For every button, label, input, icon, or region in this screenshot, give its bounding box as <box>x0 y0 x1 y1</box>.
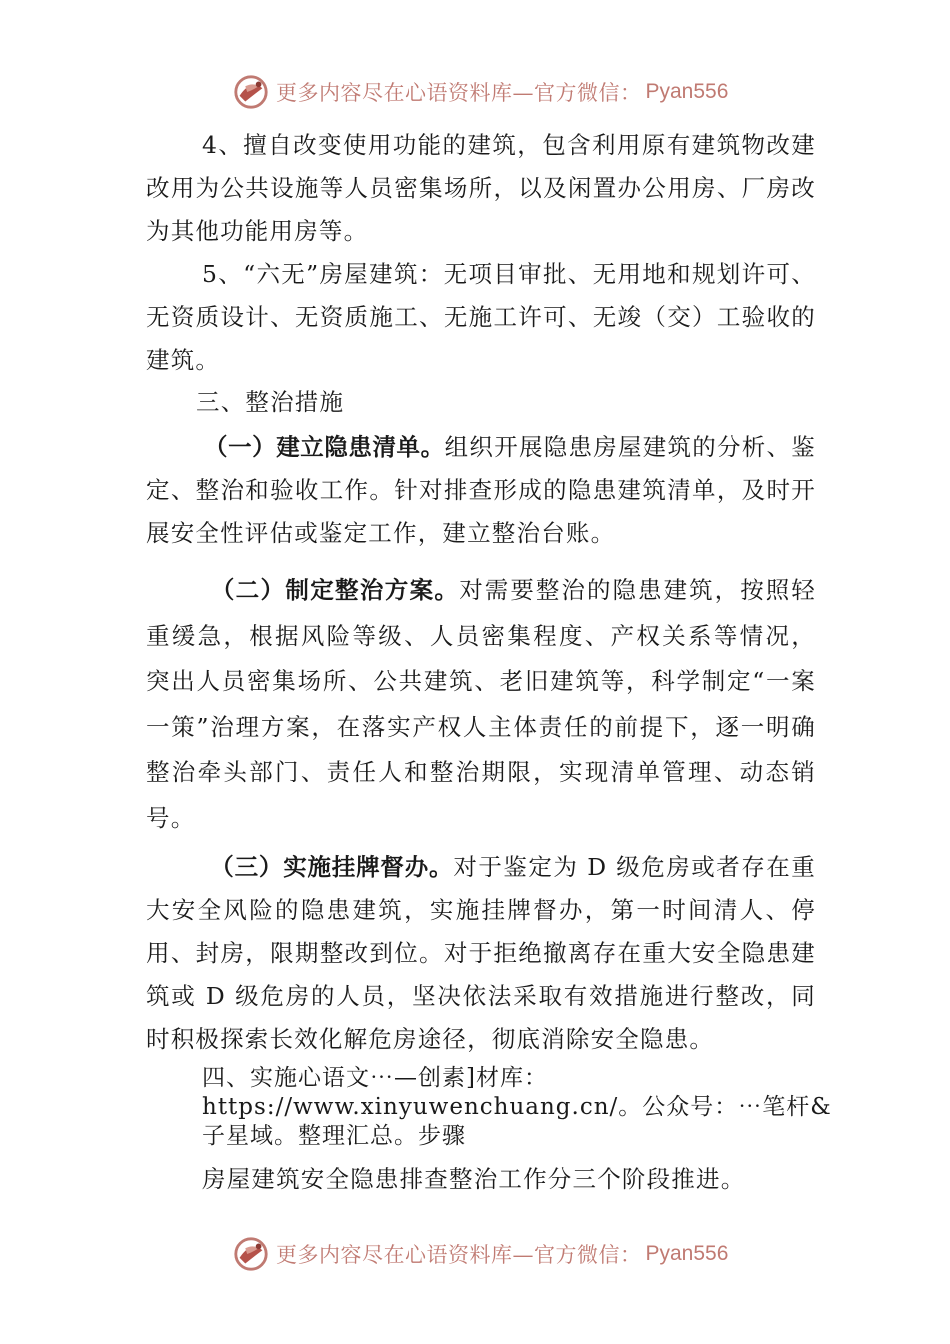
subsection-2-body: 对需要整治的隐患建筑，按照轻重缓急，根据风险等级、人员密集程度、产权关系等情况， 突出人员密集场所、公共建筑、老旧建筑等，科学制定“一案一策”治理方案，在落实产权人主体责任的前提下，逐一明确整治牵头部门、责任人和整治期限，实现清单管理、动态销号。 <box>146 576 817 832</box>
banner-wechat-id: Pyan556 <box>645 80 729 103</box>
flower-seal-icon <box>232 73 270 111</box>
subsection-2-heading: （二）制定整治方案。 <box>210 576 460 604</box>
subsection-1-body: 组织开展隐患房屋建筑的分析、鉴定、整治和验收工作。针对排查形成的隐患建筑清单，及时开展安全性评估或鉴定工作，建立整治台账。 <box>146 433 817 547</box>
subsection-1-heading: （一）建立隐患清单。 <box>204 433 445 461</box>
section-3-title-text: 三、整治措施 <box>196 388 345 416</box>
footer-watermark-banner <box>232 1234 728 1274</box>
section-3-title <box>146 381 816 424</box>
header-watermark-banner <box>232 72 728 112</box>
paragraph-item-5-text: 5、“六无”房屋建筑：无项目审批、无用地和规划许可、无资质设计、无资质施工、无施工许可、无竣（交）工验收的建筑。 <box>146 260 816 374</box>
subsection-3 <box>146 846 816 1061</box>
section-4-line: 四、实施心语文⋯—创素]材库：https://www.xinyuwenchuang.cn/。公众号：⋯笔杆&子星域。整理汇总。步骤 <box>202 1065 832 1149</box>
flower-seal-icon <box>232 1235 270 1273</box>
subsection-3-heading: （三）实施挂牌督办。 <box>210 853 454 881</box>
final-paragraph: 房屋建筑安全隐患排查整治工作分三个阶段推进。 <box>202 1165 746 1193</box>
banner-text: 更多内容尽在心语资料库—官方微信： <box>276 1243 642 1267</box>
banner-text: 更多内容尽在心语资料库—官方微信： <box>276 81 642 105</box>
banner-wechat-id: Pyan556 <box>645 1242 729 1265</box>
subsection-3-body: 对于鉴定为 D 级危房或者存在重大安全风险的隐患建筑，实施挂牌督办，第一时间清人、停用、封房，限期整改到位。对于拒绝撤离存在重大安全隐患建筑或 D 级危房的人员，坚决依法采取有效措施进行整改，同时积极探索长效化解危房途径，彻底消除安全隐患。 <box>146 853 817 1053</box>
paragraph-item-4 <box>146 124 816 253</box>
subsection-1 <box>146 426 816 555</box>
paragraph-item-4-text: 4、擅自改变使用功能的建筑，包含利用原有建筑物改建改用为公共设施等人员密集场所，以及闲置办公用房、厂房改为其他功能用房等。 <box>146 131 816 245</box>
paragraph-item-5 <box>146 253 816 382</box>
subsection-2 <box>146 568 816 841</box>
